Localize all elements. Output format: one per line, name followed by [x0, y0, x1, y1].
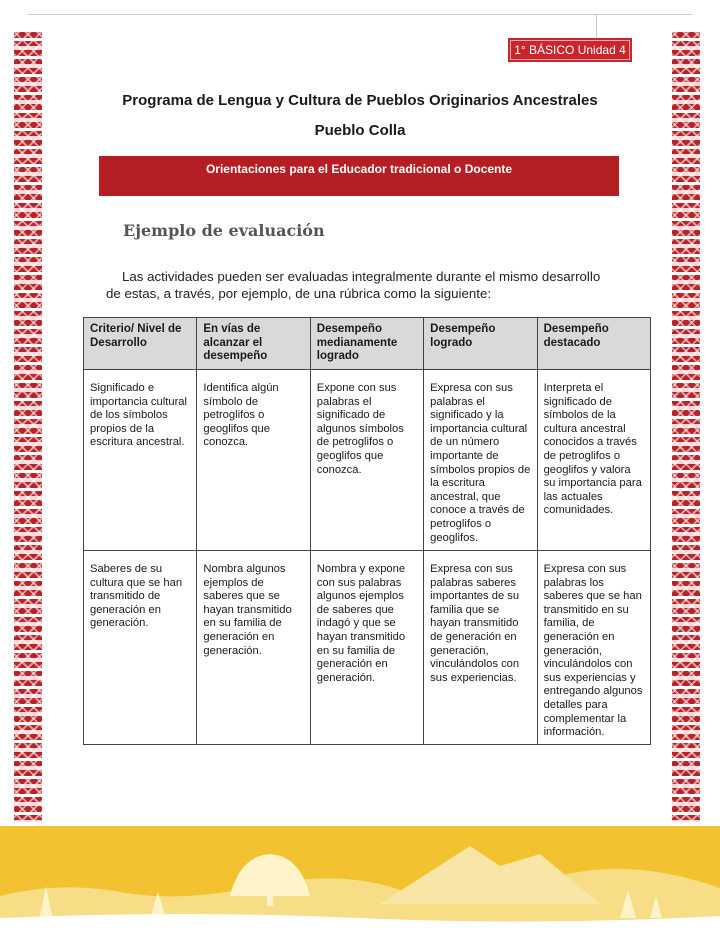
- left-decorative-border: [14, 32, 42, 822]
- tab-stem: [596, 14, 597, 38]
- people-title: Pueblo Colla: [314, 122, 406, 139]
- header-level-2: Desempeño medianamente logrado: [310, 318, 423, 370]
- right-decorative-border: [672, 32, 700, 822]
- header-criterion: Criterio/ Nivel de Desarrollo: [84, 318, 197, 370]
- table-cell: Significado e importancia cultural de los símbolos propios de la escritura ancestral.: [84, 370, 197, 551]
- landscape-illustration: [0, 826, 720, 932]
- table-cell: Nombra y expone con sus palabras algunos ejemplos de saberes que indagó y que se hayan transmitido en su familia de generación en generación.: [310, 551, 423, 745]
- unit-label: 1° BÁSICO Unidad 4: [514, 43, 626, 57]
- table-cell: Expresa con sus palabras saberes importantes de su familia que se hayan transmitido de generación en generación, vinculándolos con sus experiencias.: [424, 551, 537, 745]
- section-heading: Ejemplo de evaluación: [123, 221, 325, 240]
- table-cell: Expresa con sus palabras los saberes que se han transmitido en su familia, de generación en generación, vinculándolos con sus experiencias y entregando algunos detalles para complementar la información.: [537, 551, 650, 745]
- unit-tab: [508, 38, 632, 62]
- table-cell: Saberes de su cultura que se han transmitido de generación en generación.: [84, 551, 197, 745]
- guidance-banner: [99, 156, 619, 196]
- program-title: Programa de Lengua y Cultura de Pueblos Originarios Ancestrales: [122, 92, 598, 109]
- tree-trunk: [267, 886, 273, 906]
- table-cell: Identifica algún símbolo de petroglifos o geoglifos que conozca.: [197, 370, 310, 551]
- table-cell: Expone con sus palabras el significado de algunos símbolos de petroglifos o geoglifos que conozca.: [310, 370, 423, 551]
- header-level-3: Desempeño logrado: [424, 318, 537, 370]
- header-level-1: En vías de alcanzar el desempeño: [197, 318, 310, 370]
- banner-text: Orientaciones para el Educador tradicional o Docente: [205, 162, 513, 176]
- header-level-4: Desempeño destacado: [537, 318, 650, 370]
- table-cell: Interpreta el significado de símbolos de la cultura ancestral conocidos a través de petroglifos o geoglifos y valora su importancia para las actuales comunidades.: [537, 370, 650, 551]
- table-cell: Nombra algunos ejemplos de saberes que se hayan transmitido en su familia de generación en generación.: [197, 551, 310, 745]
- top-frame-line: [28, 14, 692, 15]
- rubric-table: [83, 317, 651, 745]
- table-row: [84, 370, 651, 551]
- intro-text: Las actividades pueden ser evaluadas integralmente durante el mismo desarrollo de estas, a través, por ejemplo, de una rúbrica como la siguiente:: [106, 269, 601, 301]
- table-cell: Expresa con sus palabras el significado y la importancia cultural de un número importante de símbolos propios de la escritura ancestral, que conoce a través de petroglifos o geoglifos.: [424, 370, 537, 551]
- table-row: [84, 551, 651, 745]
- intro-paragraph: [106, 268, 616, 302]
- rubric-header-row: [84, 318, 651, 370]
